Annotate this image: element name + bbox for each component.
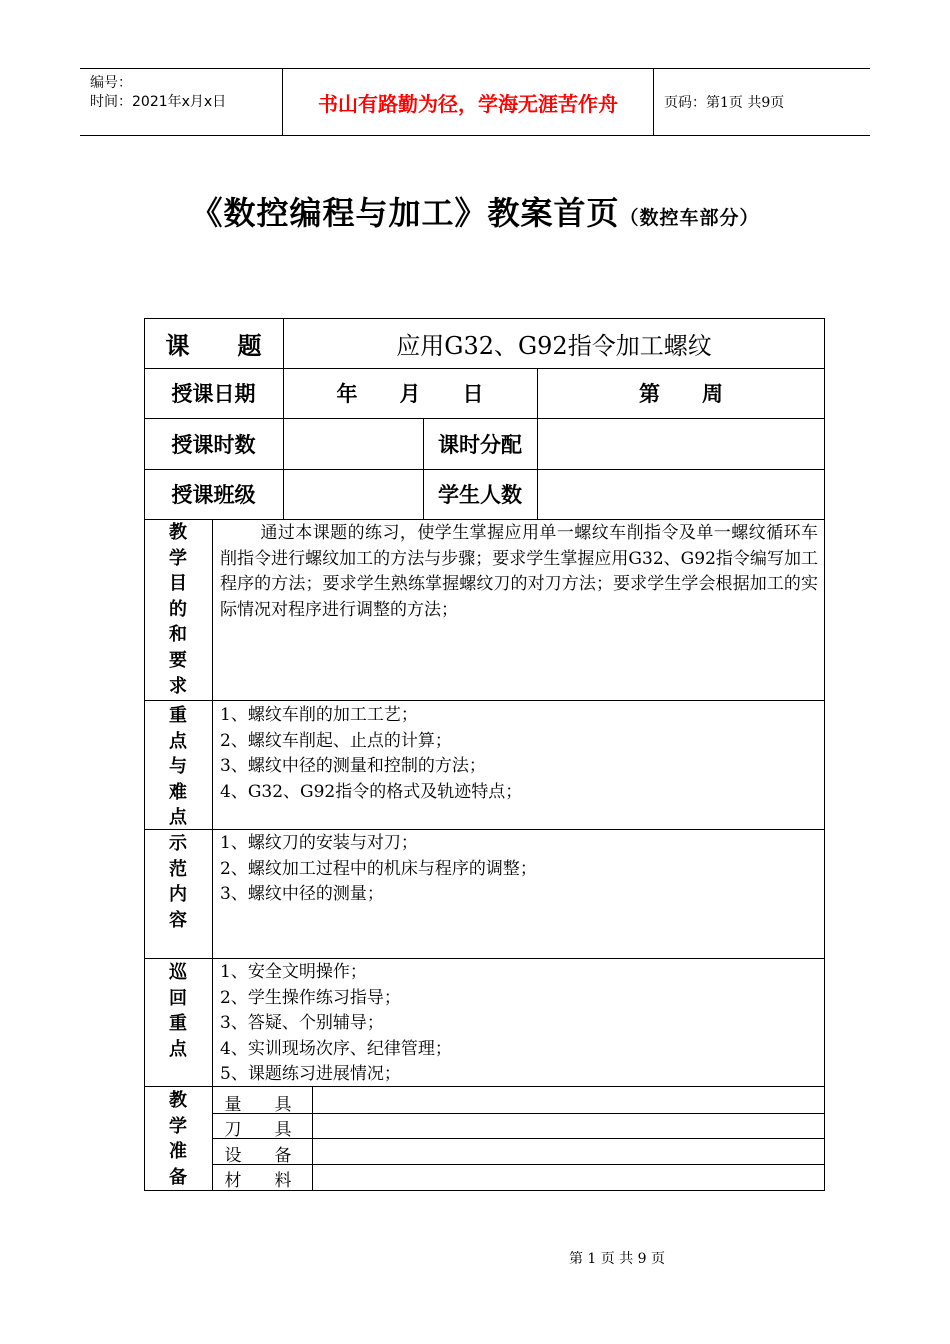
demo-label: 示 范 内 容 — [169, 833, 187, 931]
prep-item-equipment: 设 备 — [224, 1146, 300, 1166]
date-label: 授课日期 — [171, 382, 256, 406]
class-label: 授课班级 — [171, 483, 256, 507]
hours-label: 授课时数 — [171, 432, 256, 457]
document-number-label: 编号： — [90, 75, 132, 91]
objectives-text: 通过本课题的练习，使学生掌握应用单一螺纹车削指令及单一螺纹循环车削指令进行螺纹加工的方法与步骤；要求学生掌握应用G32、G92指令编写加工程序的方法；要求学生熟练掌握螺纹刀的对刀方法；要求学生学会根据加工的实际情况对程序进行调整的方法； — [220, 523, 818, 620]
list-item: 2、螺纹车削起、止点的计算； — [220, 730, 452, 751]
header-info — [80, 69, 282, 135]
row-divider — [144, 829, 825, 830]
topic-label: 课 题 — [165, 331, 262, 360]
list-item: 2、学生操作练习指导； — [220, 987, 401, 1008]
row-divider — [144, 958, 825, 959]
date-value: 年 月 日 — [336, 382, 484, 406]
list-item: 3、螺纹中径的测量和控制的方法； — [220, 756, 486, 777]
list-item: 4、实训现场次序、纪律管理； — [220, 1038, 452, 1059]
key-points-label: 重 点 与 难 点 — [169, 705, 187, 829]
header-motto: 书山有路勤为径，学海无涯苦作舟 — [282, 69, 654, 135]
header-page-number: 页码：第1页 共9页 — [664, 95, 785, 111]
col-divider — [312, 1086, 313, 1191]
document-time-label: 时间：2021年x月x日 — [90, 94, 227, 110]
list-item: 2、螺纹加工过程中的机床与程序的调整； — [220, 858, 537, 879]
list-item: 1、安全文明操作； — [220, 962, 367, 982]
students-label: 学生人数 — [438, 483, 522, 507]
list-item: 4、G32、G92指令的格式及轨迹特点； — [220, 781, 523, 802]
page-footer: 第 1 页 共 9 页 — [568, 1251, 666, 1267]
patrol-label: 巡 回 重 点 — [169, 962, 187, 1060]
page-title — [0, 188, 950, 234]
patrol-list — [220, 960, 452, 1088]
title-main: 《数控编程与加工》教案首页 — [190, 194, 620, 232]
key-points-list — [220, 703, 522, 805]
page-header — [80, 68, 870, 136]
list-item: 1、螺纹车削的加工工艺； — [220, 705, 418, 725]
demo-list — [220, 831, 537, 908]
list-item: 3、答疑、个别辅导； — [220, 1013, 384, 1034]
row-divider — [144, 700, 825, 701]
row-divider — [144, 519, 825, 520]
prep-item-materials: 材 料 — [224, 1171, 300, 1191]
prep-label: 教 学 准 备 — [169, 1090, 187, 1188]
prep-item-tools: 刀 具 — [224, 1120, 300, 1140]
list-item: 5、课题练习进展情况； — [220, 1064, 401, 1085]
week-value: 第 周 — [639, 382, 723, 406]
list-item: 3、螺纹中径的测量； — [220, 884, 384, 905]
topic-value: 应用G32、G92指令加工螺纹 — [396, 331, 712, 360]
objectives-label: 教 学 目 的 和 要 求 — [169, 522, 187, 697]
list-item: 1、螺纹刀的安装与对刀； — [220, 833, 418, 853]
prep-item-gauges: 量 具 — [224, 1095, 300, 1115]
allocation-label: 课时分配 — [438, 432, 522, 457]
title-subtitle: （数控车部分） — [619, 207, 760, 229]
